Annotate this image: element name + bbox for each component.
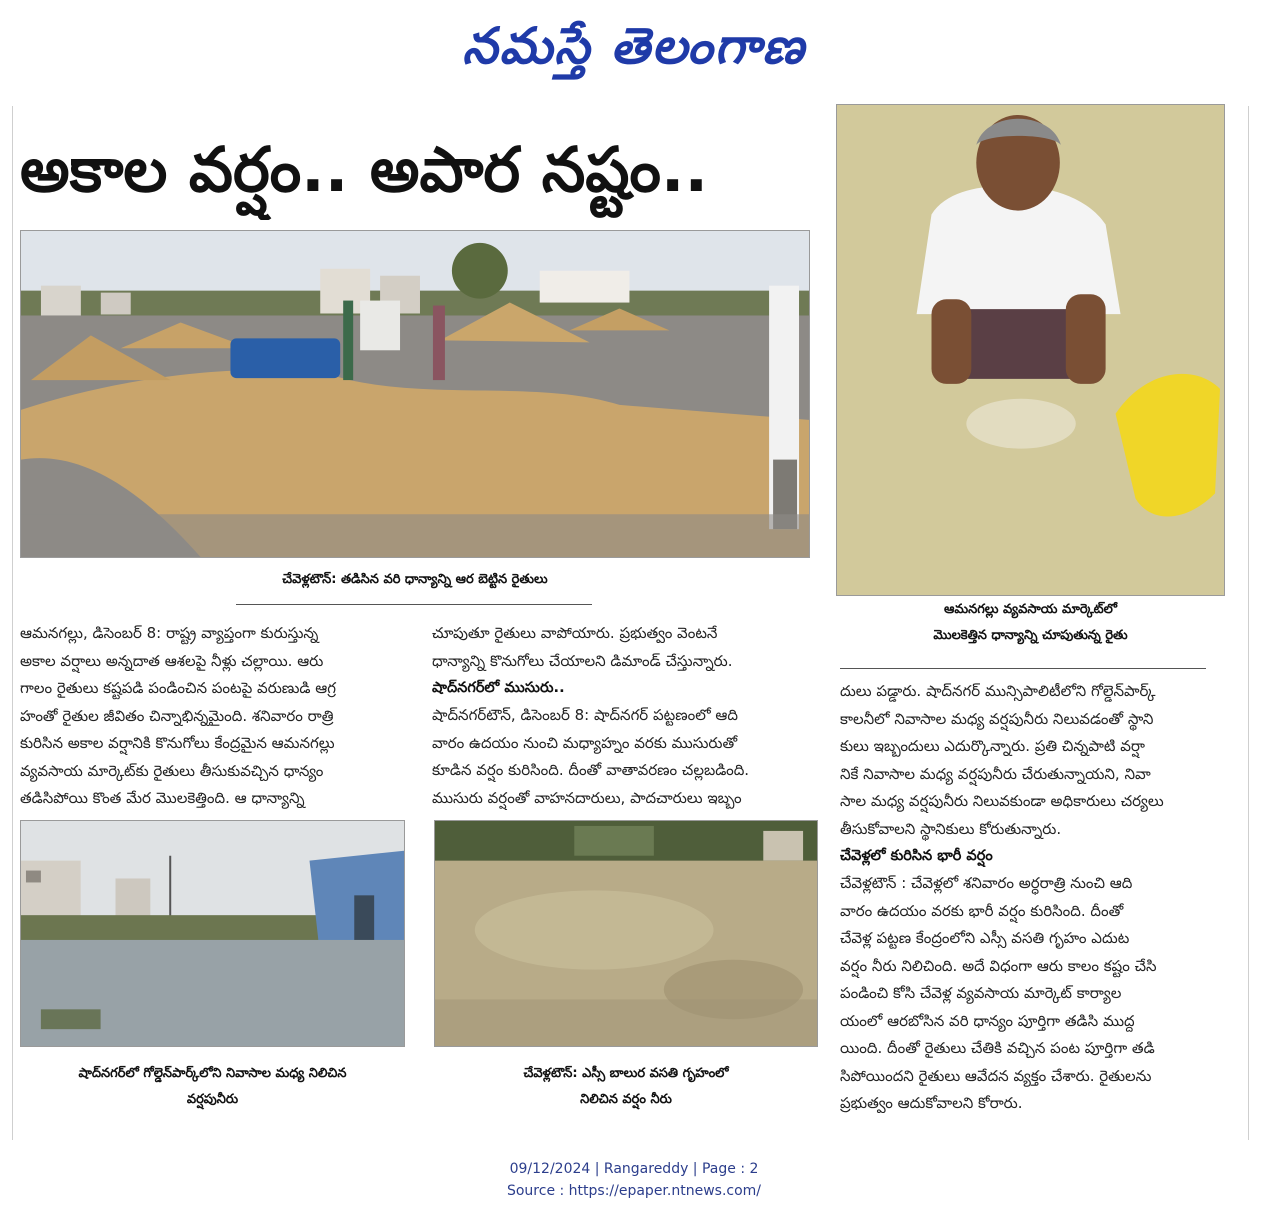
article-line: కూడిన వర్షం కురిసింది. దీంతో వాతావరణం చల్లబడింది. [432,761,750,779]
shadnagar-photo-caption-line2: వర్షపునీరు [186,1092,239,1107]
article-line: వారం ఉదయం నుంచి మధ్యాహ్నం వరకు ముసురుతో [432,733,738,752]
subhead-shadnagar: షాద్‌నగర్‌లో ముసురు.. [432,680,565,696]
article-line: పండించి కోసి చేవెళ్ల వ్యవసాయ మార్కెట్ కార్యాల [840,984,1122,1002]
masthead-logo: నమస్తే తెలంగాణ [462,16,806,75]
farmer-photo-caption-line2: మొలకెత్తిన ధాన్యాన్ని చూపుతున్న రైతు [933,628,1128,643]
article-line: సిపోయిందని రైతులు ఆవేదన వ్యక్తం చేశారు. రైతులను [840,1066,1152,1085]
footer-date-edition-page: 09/12/2024 | Rangareddy | Page : 2 [509,1161,759,1177]
frame-right-border [1248,106,1249,1140]
farmer-photo-sprouted-grain [836,104,1225,596]
caption-rule [236,604,592,605]
article-line: చూపుతూ రైతులు వాపోయారు. ప్రభుత్వం వెంటనే [432,624,718,642]
article-line: ప్రభుత్వం ఆదుకోవాలని కోరారు. [840,1094,1023,1112]
frame-left-border [12,106,13,1140]
main-photo-caption: చేవెళ్లటౌన్: తడిసిన వరి ధాన్యాన్ని ఆర బెట్టిన రైతులు [282,572,548,587]
article-line: చేవెళ్ల పట్టణ కేంద్రంలోని ఎస్సీ వసతి గృహం ఎదుట [840,929,1130,947]
article-line: గాలం రైతులు కష్టపడి పండించిన పంటపై వరుణుడి ఆగ్ర [20,679,336,697]
article-line: ముసురు వర్షంతో వాహనదారులు, పాదచారులు ఇబ్బం [432,788,742,807]
chevella-hostel-water-photo [434,820,818,1047]
shadnagar-waterlogging-photo [20,820,405,1047]
article-line: షాద్‌నగర్‌టౌన్, డిసెంబర్ 8: షాద్‌నగర్ పట్టణంలో ఆది [432,706,738,724]
headline: అకాల వర్షం.. అపార నష్టం.. [20,133,709,206]
footer-source: Source : https://epaper.ntnews.com/ [506,1183,762,1199]
article-column-3 [840,678,1227,1118]
farmer-photo-caption-line1: ఆమనగల్లు వ్యవసాయ మార్కెట్‌లో [943,602,1118,617]
right-column-rule [840,668,1206,669]
main-photo-grain-drying [20,230,810,558]
subhead-chevella: చేవెళ్లలో కురిసిన భారీ వర్షం [840,848,993,864]
article-line: దులు పడ్డారు. షాద్‌నగర్ మున్సిపాలిటీలోని గోల్డెన్‌పార్క్ [840,682,1156,700]
article-line: వ్యవసాయ మార్కెట్‌కు రైతులు తీసుకువచ్చిన ధాన్యం [20,761,324,780]
article-column-2 [432,620,815,812]
article-line: కులు ఇబ్బందులు ఎదుర్కొన్నారు. ప్రతి చిన్నపాటి వర్షా [840,737,1145,755]
article-line: అకాల వర్షాలు అన్నదాత ఆశలపై నీళ్లు చల్లాయి. ఆరు [20,651,324,670]
article-line: చేవెళ్లటౌన్ : చేవెళ్లలో శనివారం అర్ధరాత్రి నుంచి ఆది [840,874,1133,892]
article-line: హంతో రైతుల జీవితం చిన్నాభిన్నమైంది. శనివారం రాత్రి [20,706,334,725]
article-line: తడిసిపోయి కొంత మేర మొలకెత్తింది. ఆ ధాన్యాన్ని [20,789,305,807]
article-line: వర్షం నీరు నిలిచింది. అదే విధంగా ఆరు కాలం కష్టం చేసి [840,956,1157,975]
article-line: యింది. దీంతో రైతులు చేతికి వచ్చిన పంట పూర్తిగా తడి [840,1039,1155,1057]
shadnagar-photo-caption-line1: షాద్‌నగర్‌లో గోల్డెన్‌పార్క్‌లోని నివాసాల మధ్య నిలిచిన [78,1066,347,1081]
article-line: కాలనీలో నివాసాల మధ్య వర్షపునీరు నిలువడంతో స్థాని [840,709,1154,728]
article-line: ధాన్యాన్ని కొనుగోలు చేయాలని డిమాండ్ చేస్తున్నారు. [432,651,733,670]
article-line: కురిసిన అకాల వర్షానికి కొనుగోలు కేంద్రమైన ఆమనగల్లు [20,734,335,752]
article-line: ఆమనగల్లు, డిసెంబర్ 8: రాష్ట్ర వ్యాప్తంగా కురుస్తున్న [20,624,319,642]
chevella-photo-caption-line2: నిలిచిన వర్షం నీరు [580,1092,672,1107]
article-line: తీసుకోవాలని స్థానికులు కోరుతున్నారు. [840,819,1062,838]
chevella-photo-caption-line1: చేవెళ్లటౌన్: ఎస్సీ బాలుర వసతి గృహంలో [523,1066,729,1081]
article-line: నికే నివాసాల మధ్య వర్షపునీరు చేరుతున్నాయని, నివా [840,764,1151,783]
article-column-1 [20,620,405,813]
article-line: వారం ఉదయం వరకు భారీ వర్షం కురిసింది. దీంతో [840,901,1124,920]
article-line: సాల మధ్య వర్షపునీరు నిలువకుండా అధికారులు చర్యలు [840,792,1164,810]
article-line: యంలో ఆరబోసిన వరి ధాన్యం పూర్తిగా తడిసి ముద్ద [840,1011,1135,1030]
